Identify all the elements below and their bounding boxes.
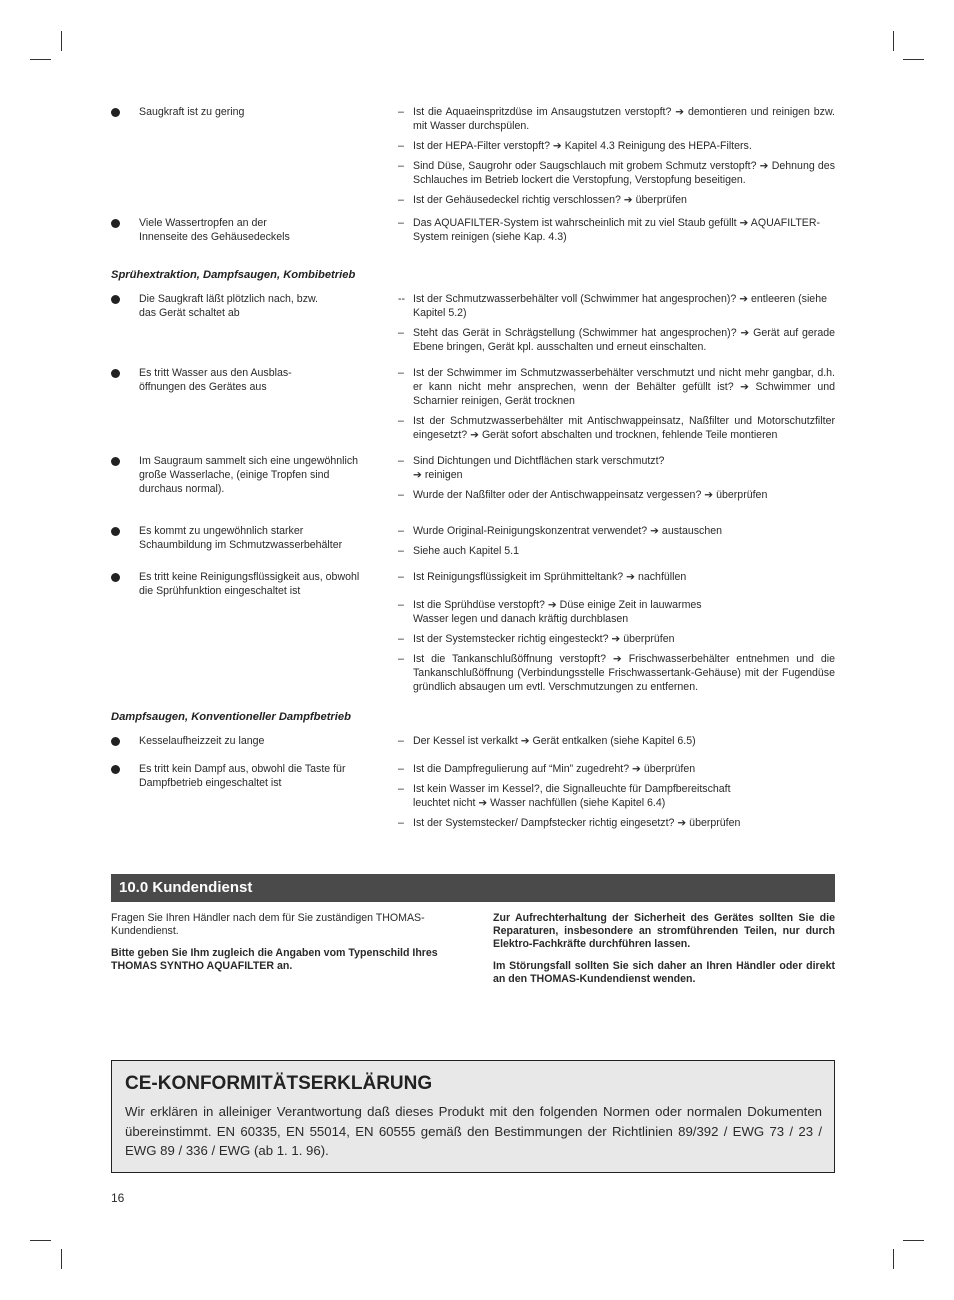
- solution-list: [398, 524, 835, 564]
- section-header-kundendienst: [111, 874, 835, 902]
- bullet-icon: [111, 369, 120, 378]
- bullet-icon: [111, 108, 120, 117]
- solution-item: – Ist der Systemstecker/ Dampfstecker richtig eingesetzt? ➔ überprüfen: [398, 817, 741, 829]
- solution-item: – Ist kein Wasser im Kessel?, die Signalleuchte für Dampfbereitschaft leuchtet nicht ➔ Wasser nachfüllen (siehe Kapitel 6.4): [398, 783, 731, 809]
- solution-list: [398, 762, 835, 836]
- ce-text: Wir erklären in alleiniger Verantwortung daß dieses Produkt mit den folgenden Normen oder normalen Dokumenten übereinstimmt. EN 60335, EN 55014, EN 60555 gemäß den Bestimmungen der Richtlinien 89/392 / EWG 73 / 23 / EWG 89 / 336 / EWG (ab 1. 1. 96).: [125, 1104, 822, 1158]
- kundendienst-text-bold: Bitte geben Sie Ihm zugleich die Angaben vom Typenschild Ihres THOMAS SYNTHO AQUAFILTER an.: [111, 947, 438, 972]
- section-title: 10.0 Kundendienst: [119, 879, 253, 896]
- solution-item: – Ist die Dampfregulierung auf “Min” zugedreht? ➔ überprüfen: [398, 763, 696, 775]
- bullet-icon: [111, 765, 120, 774]
- solution-item: – Siehe auch Kapitel 5.1: [398, 545, 520, 557]
- ce-declaration-box: [111, 1060, 835, 1173]
- bullet-icon: [111, 457, 120, 466]
- kundendienst-right-column: [493, 912, 835, 995]
- problem-text: Es tritt keine Reinigungsflüssigkeit aus, obwohl die Sprühfunktion eingeschaltet ist: [139, 571, 360, 597]
- solution-item: – Wurde der Naßfilter oder der Antischwappeinsatz vergessen? ➔ überprüfen: [398, 489, 768, 501]
- kundendienst-text: Fragen Sie Ihren Händler nach dem für Sie zuständigen THOMAS-Kundendienst.: [111, 912, 425, 937]
- solution-item: – Das AQUAFILTER-System ist wahrscheinlich mit zu viel Staub gefüllt ➔ AQUAFILTER-System reinigen (siehe Kap. 4.3): [398, 217, 821, 243]
- solution-item: – Sind Dichtungen und Dichtflächen stark verschmutzt? ➔ reinigen: [398, 455, 665, 481]
- solution-list: [398, 292, 835, 360]
- solution-item: – Der Kessel ist verkalkt ➔ Gerät entkalken (siehe Kapitel 6.5): [398, 735, 696, 747]
- section-title-spray: Sprühextraktion, Dampfsaugen, Kombibetrieb: [111, 269, 356, 281]
- solution-item: – Ist Reinigungsflüssigkeit im Sprühmitteltank? ➔ nachfüllen: [398, 571, 687, 583]
- crop-mark: [903, 59, 924, 60]
- solution-item: – Steht das Gerät in Schrägstellung (Schwimmer hat angesprochen)? ➔ Gerät auf gerade Ebene bringen, Gerät kpl. ausschalten und erneut einschalten.: [398, 327, 835, 353]
- crop-mark: [893, 1249, 894, 1269]
- solution-item: -- Ist der Schmutzwasserbehälter voll (Schwimmer hat angesprochen)? ➔ entleeren (siehe Kapitel 5.2): [398, 293, 827, 319]
- crop-mark: [30, 1240, 51, 1241]
- crop-mark: [893, 31, 894, 51]
- solution-item: – Ist die Aquaeinspritzdüse im Ansaugstutzen verstopft? ➔ demontieren und reinigen bzw. mit Wasser durchspülen.: [398, 106, 835, 132]
- crop-mark: [61, 1249, 62, 1269]
- crop-mark: [903, 1240, 924, 1241]
- solution-item: – Sind Düse, Saugrohr oder Saugschlauch mit grobem Schmutz verstopft? ➔ Dehnung des Schlauches im Betrieb lockert die Verstopfung, Verstopfung beseitigen.: [398, 160, 835, 186]
- kundendienst-text-bold: Im Störungsfall sollten Sie sich daher an Ihren Händler oder direkt an den THOMAS-Kundendienst wenden.: [493, 960, 835, 985]
- problem-text: Viele Wassertropfen an der Innenseite des Gehäusedeckels: [139, 217, 290, 243]
- bullet-icon: [111, 737, 120, 746]
- kundendienst-left-column: [111, 912, 453, 982]
- kundendienst-text-bold: Zur Aufrechterhaltung der Sicherheit des Gerätes sollten Sie die Reparaturen, insbesondere an stromführenden Teilen, nur durch Elektro-Fachkräfte durchführen lassen.: [493, 912, 835, 950]
- bullet-icon: [111, 219, 120, 228]
- solution-item: – Ist der Systemstecker richtig eingesteckt? ➔ überprüfen: [398, 633, 675, 645]
- solution-item: – Ist die Sprühdüse verstopft? ➔ Düse einige Zeit in lauwarmes Wasser legen und danach kräftig durchblasen: [398, 599, 702, 625]
- problem-text: Kesselaufheizzeit zu lange: [139, 735, 265, 747]
- solution-item: – Ist der Schmutzwasserbehälter mit Antischwappeinsatz, Naßfilter und Motorschutzfilter eingesetzt? ➔ Gerät sofort abschalten und trocknen, fehlende Teile montieren: [398, 415, 835, 441]
- solution-item: – Ist die Tankanschlußöffnung verstopft? ➔ Frischwasserbehälter entnehmen und die Tankanschlußöffnung (Verbindungsstelle Frischwassertank-Gehäuse) mit der Fugendüse gründlich absaugen um evtl. Verschmutzungen zu entfernen.: [398, 653, 835, 693]
- problem-text: Es tritt Wasser aus den Ausblas-öffnungen des Gerätes aus: [139, 367, 292, 393]
- problem-text: Die Saugkraft läßt plötzlich nach, bzw. das Gerät schaltet ab: [139, 293, 319, 319]
- solution-item: – Ist der HEPA-Filter verstopft? ➔ Kapitel 4.3 Reinigung des HEPA-Filters.: [398, 140, 752, 152]
- crop-mark: [61, 31, 62, 51]
- page-number: 16: [111, 1191, 125, 1205]
- solution-item: – Ist der Gehäusedeckel richtig verschlossen? ➔ überprüfen: [398, 194, 687, 206]
- problem-text: Im Saugraum sammelt sich eine ungewöhnlich große Wasserlache, (einige Tropfen sind durchaus normal).: [139, 455, 359, 495]
- solution-list: [398, 105, 835, 213]
- ce-title: CE-KONFORMITÄTSERKLÄRUNG: [125, 1073, 433, 1094]
- section-title-steam: Dampfsaugen, Konventioneller Dampfbetrieb: [111, 711, 351, 723]
- bullet-icon: [111, 295, 120, 304]
- problem-text: Es tritt kein Dampf aus, obwohl die Taste für Dampfbetrieb eingeschaltet ist: [139, 763, 346, 789]
- solution-item: – Wurde Original-Reinigungskonzentrat verwendet? ➔ austauschen: [398, 525, 723, 537]
- solution-item: – Ist der Schwimmer im Schmutzwasserbehälter verschmutzt und nicht mehr gangbar, d.h. er kann nicht mehr ansprechen, wenn der Behälter gefüllt ist? ➔ Schwimmer und Scharnier reinigen, Gerät trocknen: [398, 367, 835, 407]
- solution-list: [398, 366, 835, 448]
- bullet-icon: [111, 573, 120, 582]
- crop-mark: [30, 59, 51, 60]
- solution-list: [398, 454, 835, 508]
- problem-text: Es kommt zu ungewöhnlich starker Schaumbildung im Schmutzwasserbehälter: [139, 525, 343, 551]
- problem-text: Saugkraft ist zu gering: [139, 106, 245, 118]
- solution-list: [398, 734, 835, 754]
- solution-list: [398, 570, 835, 700]
- solution-list: [398, 216, 835, 250]
- bullet-icon: [111, 527, 120, 536]
